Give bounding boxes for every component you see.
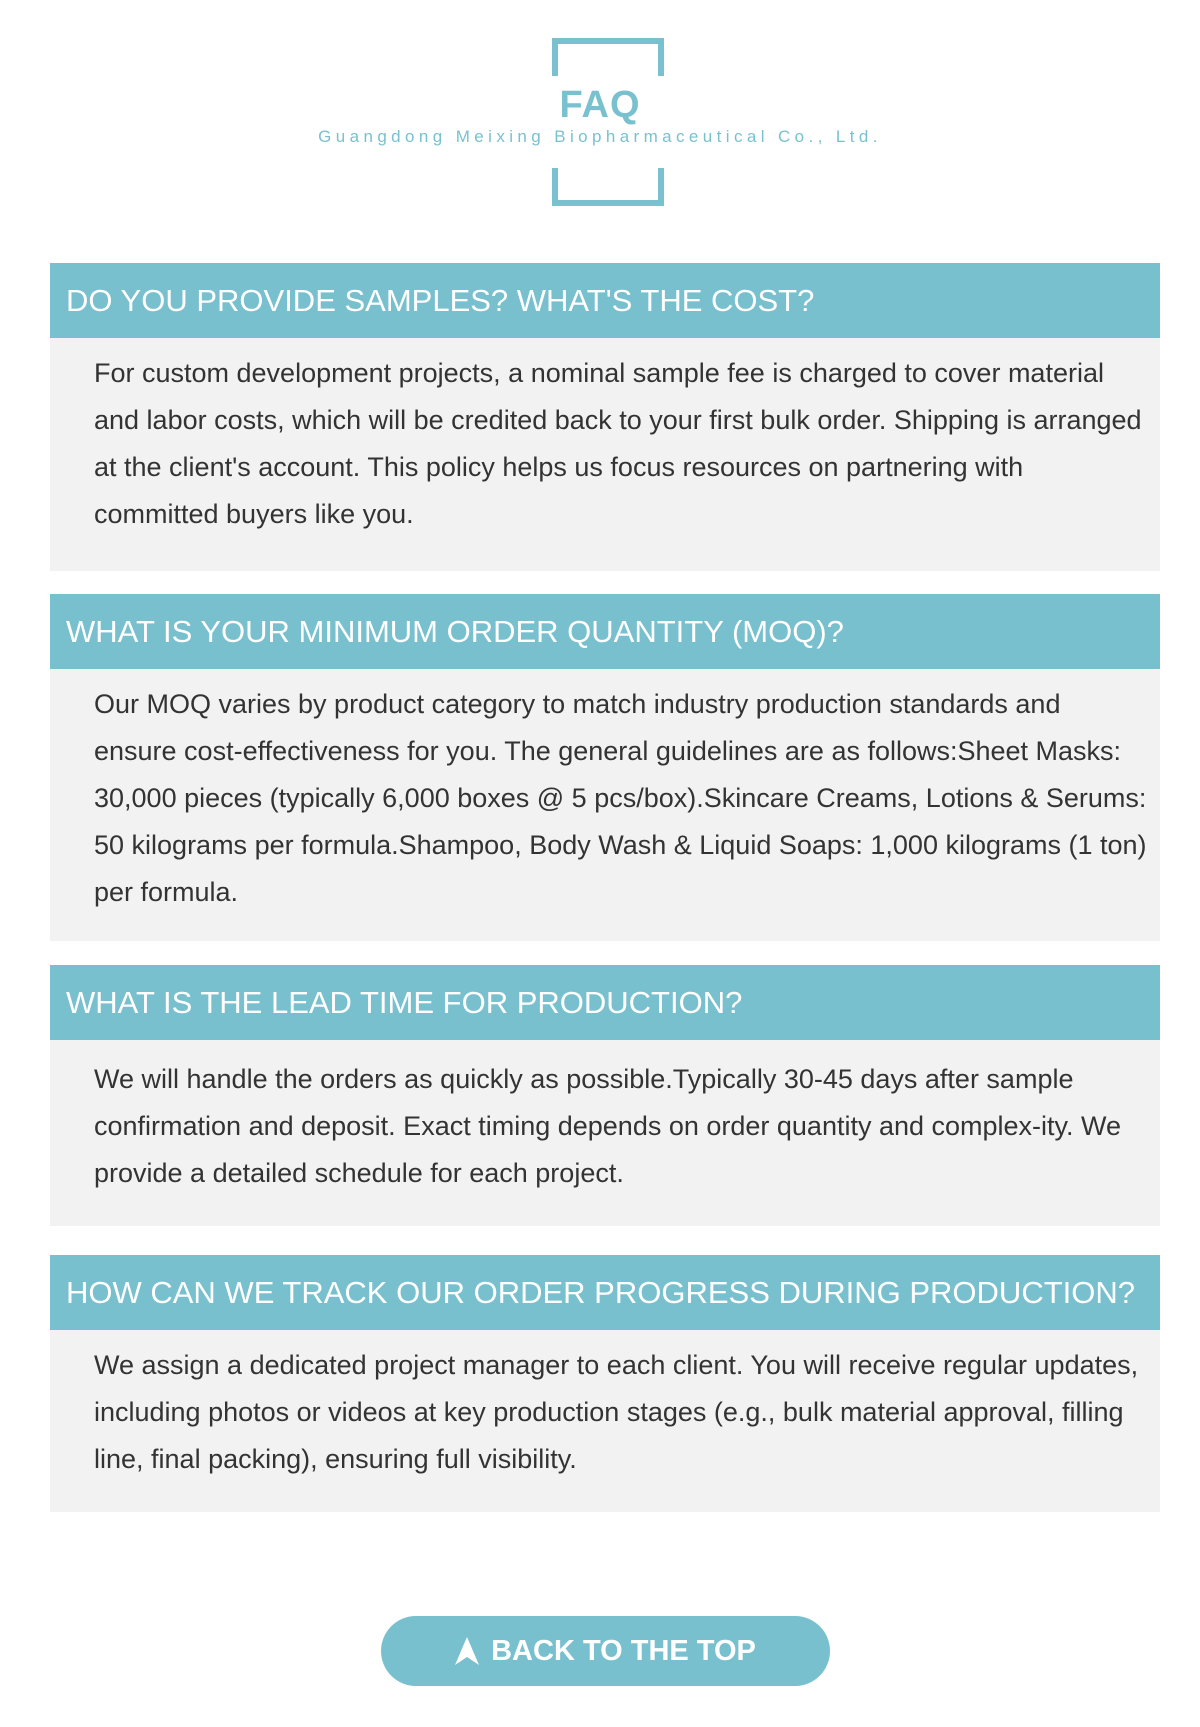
faq-header (0, 0, 1200, 230)
faq-item-order-tracking (50, 1255, 1160, 1512)
back-to-top-label: BACK TO THE TOP (491, 1634, 756, 1667)
faq-item-moq (50, 594, 1160, 941)
faq-question: HOW CAN WE TRACK OUR ORDER PROGRESS DURING PRODUCTION? (50, 1255, 1160, 1330)
faq-question: DO YOU PROVIDE SAMPLES? WHAT'S THE COST? (50, 263, 1160, 338)
faq-question: WHAT IS THE LEAD TIME FOR PRODUCTION? (50, 965, 1160, 1040)
back-to-top-button[interactable] (381, 1616, 830, 1686)
faq-answer: We will handle the orders as quickly as possible.Typically 30-45 days after sample confirmation and deposit. Exact timing depends on order quantity and complex-ity. We provide a detailed schedule for each project. (50, 1040, 1160, 1226)
page-title: FAQ (559, 84, 641, 126)
faq-answer: We assign a dedicated project manager to each client. You will receive regular updates, including photos or videos at key production stages (e.g., bulk material approval, filling line, final packing), ensuring full visibility. (50, 1330, 1160, 1512)
arrow-up-icon (455, 1637, 479, 1665)
bracket-bottom-decoration (552, 168, 664, 206)
faq-question: WHAT IS YOUR MINIMUM ORDER QUANTITY (MOQ)? (50, 594, 1160, 669)
faq-answer: For custom development projects, a nominal sample fee is charged to cover material and labor costs, which will be credited back to your first bulk order. Shipping is arranged at the client's account. This policy helps us focus resources on partnering with committed buyers like you. (50, 338, 1160, 571)
bracket-top-decoration (552, 38, 664, 76)
faq-item-lead-time (50, 965, 1160, 1226)
faq-item-samples (50, 263, 1160, 571)
company-name: Guangdong Meixing Biopharmaceutical Co., Ltd. (318, 127, 882, 146)
faq-answer: Our MOQ varies by product category to match industry production standards and ensure cost-effectiveness for you. The general guidelines are as follows:Sheet Masks: 30,000 pieces (typically 6,000 boxes @ 5 pcs/box).Skincare Creams, Lotions & Serums: 50 kilograms per formula.Shampoo, Body Wash & Liquid Soaps: 1,000 kilograms (1 ton) per formula. (50, 669, 1160, 941)
